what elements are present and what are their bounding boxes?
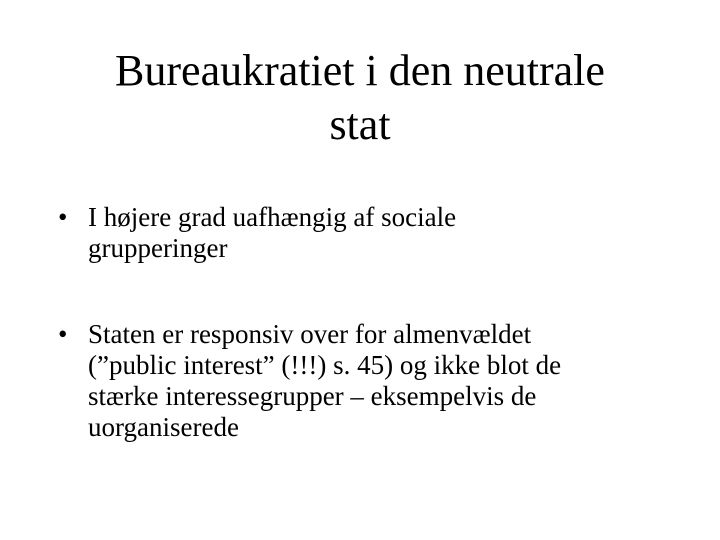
bullet-item	[58, 319, 688, 443]
bullet-line: stærke interessegrupper – eksempelvis de	[88, 381, 537, 411]
bullet-line: (”public interest” (!!!) s. 45) og ikke blot de	[88, 350, 562, 380]
bullet-item	[58, 202, 688, 264]
slide-title-line-1: Bureaukratiet i den neutrale	[115, 46, 605, 95]
bullet-list	[58, 202, 688, 498]
bullet-point-icon: •	[58, 202, 68, 232]
bullet-line: uorganiserede	[88, 412, 239, 442]
slide-title	[60, 44, 660, 152]
bullet-line: Staten er responsiv over for almenvældet	[88, 319, 532, 349]
bullet-line: I højere grad uafhængig af sociale	[88, 202, 457, 232]
bullet-line: grupperinger	[88, 233, 228, 263]
slide-title-line-2: stat	[329, 100, 391, 149]
bullet-point-icon: •	[58, 319, 68, 349]
